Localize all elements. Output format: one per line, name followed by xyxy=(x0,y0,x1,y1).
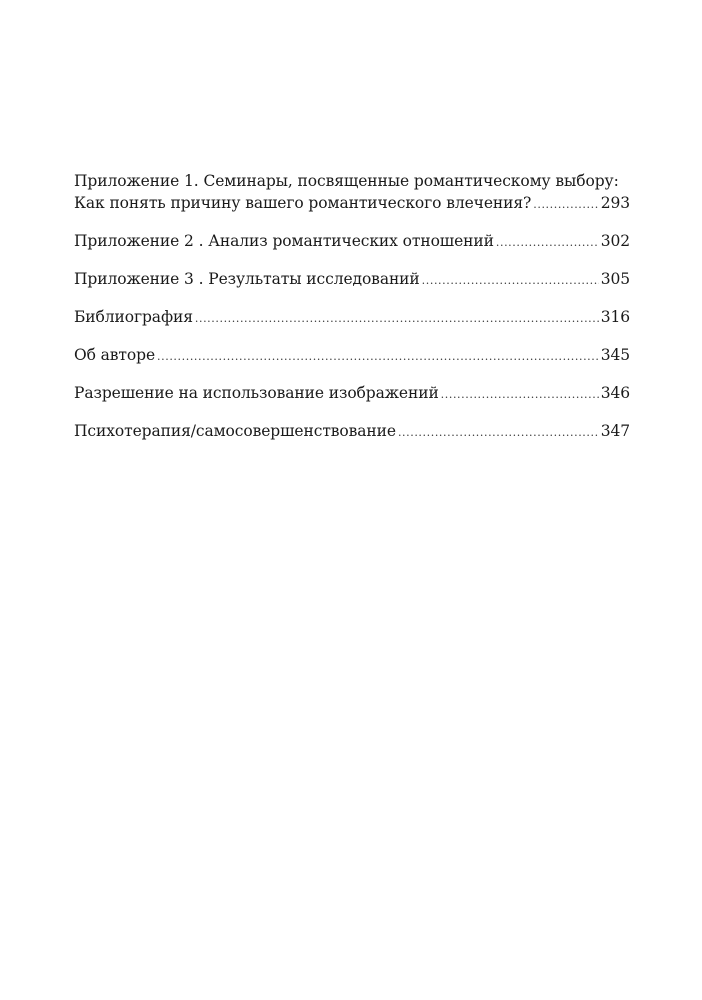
toc-entry-page-number: 346 xyxy=(600,384,630,402)
toc-entry-bibliography[interactable] xyxy=(74,306,630,330)
dot-leader xyxy=(195,308,599,330)
toc-entry-title: Приложение 3 . Результаты исследований xyxy=(74,270,420,288)
toc-entry-page-number: 345 xyxy=(600,346,630,364)
toc-entry-title: Библиография xyxy=(74,308,193,326)
dot-leader xyxy=(533,194,598,216)
toc-entry-appendix-3[interactable] xyxy=(74,268,630,292)
toc-entry-line xyxy=(74,344,630,368)
toc-entry-line xyxy=(74,268,630,292)
toc-entry-page-number: 347 xyxy=(600,422,630,440)
toc-entry-heading: Приложение 1. Семинары, посвященные романтическому выбору: xyxy=(74,172,619,190)
toc-entry-title: Разрешение на использование изображений xyxy=(74,384,439,402)
toc-entry-image-permissions[interactable] xyxy=(74,382,630,406)
toc-entry-psychotherapy[interactable] xyxy=(74,420,630,444)
toc-entry-title: Как понять причину вашего романтического влечения? xyxy=(74,194,532,212)
toc-entry-first-line xyxy=(74,170,630,192)
toc-entry-appendix-1[interactable] xyxy=(74,170,630,216)
table-of-contents xyxy=(74,170,630,458)
toc-entry-page-number: 305 xyxy=(600,270,630,288)
toc-entry-line xyxy=(74,382,630,406)
dot-leader xyxy=(422,270,599,292)
dot-leader xyxy=(441,384,599,406)
toc-entry-about-author[interactable] xyxy=(74,344,630,368)
dot-leader xyxy=(496,232,599,254)
toc-entry-page-number: 302 xyxy=(600,232,630,250)
dot-leader xyxy=(157,346,599,368)
toc-entry-line xyxy=(74,230,630,254)
toc-entry-line xyxy=(74,306,630,330)
toc-entry-title: Приложение 2 . Анализ романтических отношений xyxy=(74,232,494,250)
toc-entry-page-number: 316 xyxy=(600,308,630,326)
toc-entry-title: Психотерапия/самосовершенствование xyxy=(74,422,396,440)
toc-entry-page-number: 293 xyxy=(600,194,630,212)
toc-entry-title: Об авторе xyxy=(74,346,156,364)
toc-entry-line xyxy=(74,192,630,216)
toc-entry-appendix-2[interactable] xyxy=(74,230,630,254)
toc-entry-line xyxy=(74,420,630,444)
dot-leader xyxy=(398,422,599,444)
